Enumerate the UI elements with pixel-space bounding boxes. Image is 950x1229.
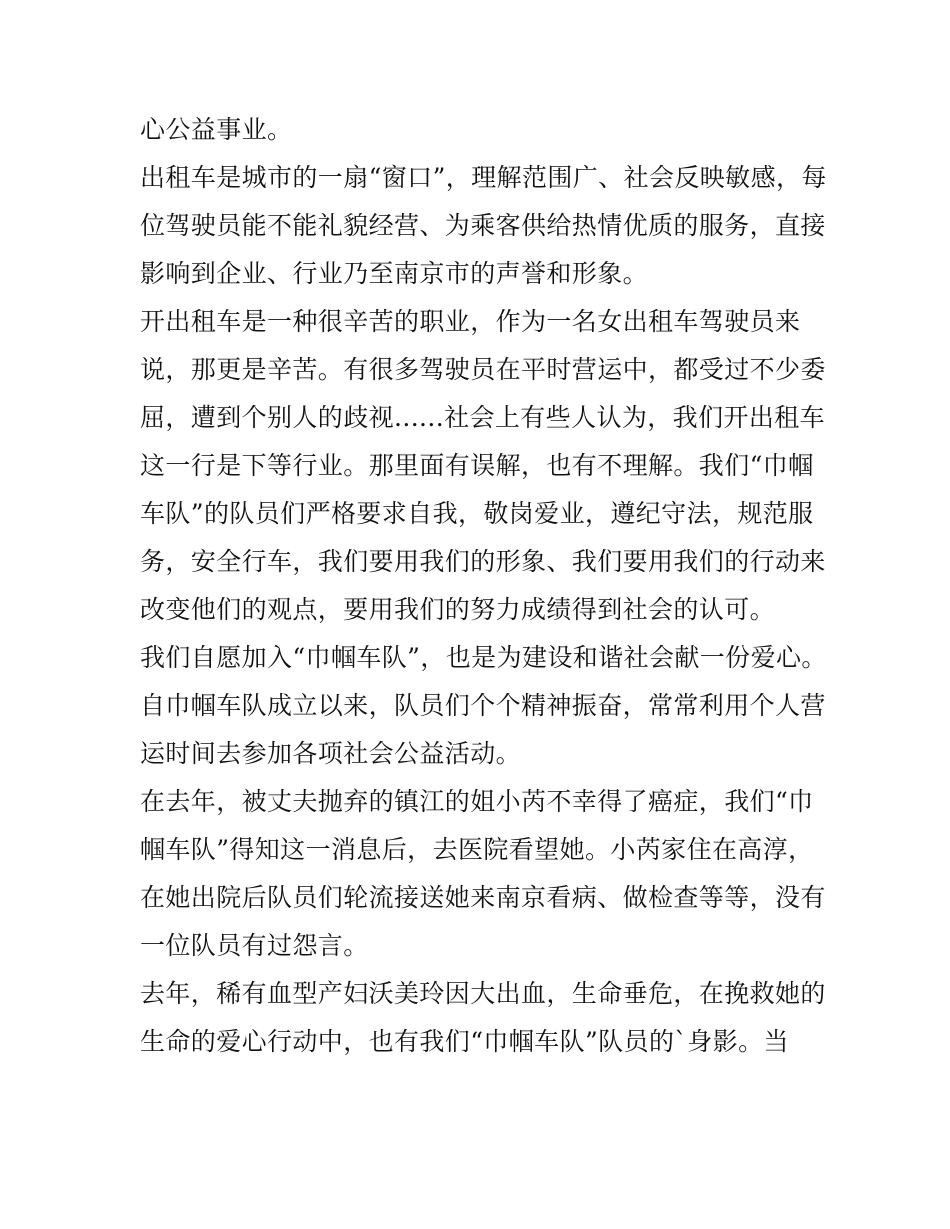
- text-line: 改变他们的观点，要用我们的努力成绩得到社会的认可。: [140, 595, 776, 624]
- text-line: 在她出院后队员们轮流接送她来南京看病、做检查等等，没有: [140, 883, 826, 912]
- text-line: 开出租车是一种很辛苦的职业，作为一名女出租车驾驶员来: [140, 307, 801, 336]
- text-line: 去年，稀有血型产妇沃美玲因大出血，生命垂危，在挽救她的: [140, 979, 826, 1008]
- text-line: 运时间去参加各项社会公益活动。: [140, 739, 522, 768]
- text-line: 在去年，被丈夫抛弃的镇江的姐小芮不幸得了癌症，我们“巾: [140, 787, 814, 816]
- text-line: 屈，遭到个别人的歧视......社会上有些人认为，我们开出租车: [140, 403, 826, 432]
- text-line: 我们自愿加入“巾帼车队”，也是为建设和谐社会献一份爱心。: [140, 643, 827, 672]
- text-line: 出租车是城市的一扇“窗口”，理解范围广、社会反映敏感，每: [140, 163, 827, 192]
- text-line: 说，那更是辛苦。有很多驾驶员在平时营运中，都受过不少委: [140, 355, 826, 384]
- text-line: 自巾帼车队成立以来，队员们个个精神振奋，常常利用个人营: [140, 691, 826, 720]
- text-line: 心公益事业。: [140, 115, 293, 144]
- text-line: 这一行是下等行业。那里面有误解，也有不理解。我们“巾帼: [140, 451, 814, 480]
- text-line: 位驾驶员能不能礼貌经营、为乘客供给热情优质的服务，直接: [140, 211, 826, 240]
- text-line: 生命的爱心行动中，也有我们“巾帼车队”队员的`身影。当: [140, 1027, 789, 1056]
- text-line: 一位队员有过怨言。: [140, 931, 369, 960]
- text-line: 务，安全行车，我们要用我们的形象、我们要用我们的行动来: [140, 547, 826, 576]
- document-body: [140, 106, 827, 1066]
- text-line: 帼车队”得知这一消息后，去医院看望她。小芮家住在高淳，: [140, 835, 814, 864]
- text-line: 影响到企业、行业乃至南京市的声誉和形象。: [140, 259, 649, 288]
- text-line: 车队”的队员们严格要求自我，敬岗爱业，遵纪守法，规范服: [140, 499, 814, 528]
